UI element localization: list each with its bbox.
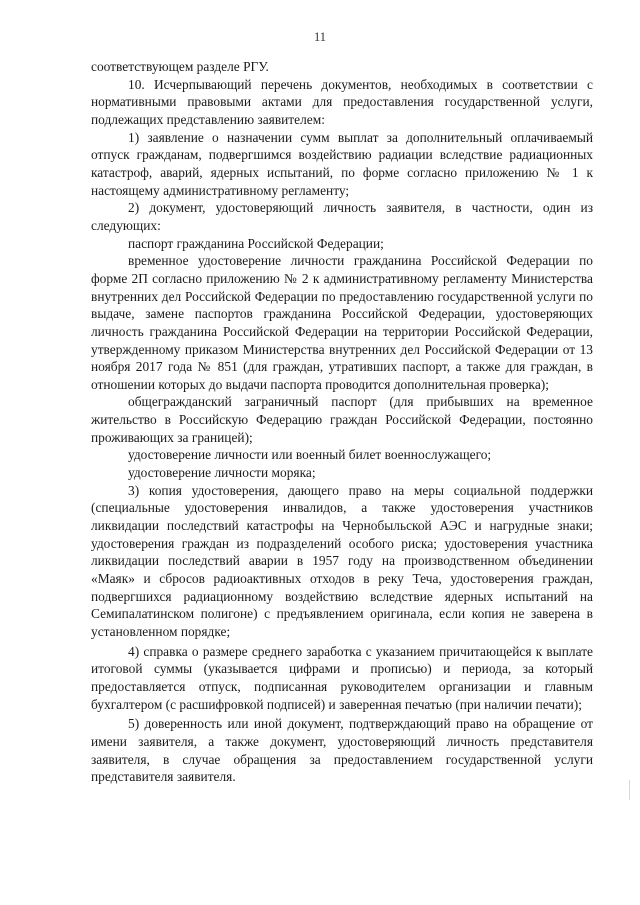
page-number: 11 <box>313 30 327 44</box>
document-body <box>91 58 593 786</box>
paragraph-temporary-id: временное удостоверение личности гражданина Российской Федерации по форме 2П согласно приложению № 2 к административному регламенту Министерства внутренних дел Российской Федерации по предоставлению государственной услуги по выдаче, замене паспортов гражданина Российской Федерации, удостоверяющих личность гражданина Российской Федерации на территории Российской Федерации, утвержденному приказом Министерства внутренних дел Российской Федерации от 13 ноября 2017 года № 851 (для граждан, утративших паспорт, а также для граждан, в отношении которых до выдачи паспорта проводится дополнительная проверка); <box>91 253 593 392</box>
paragraph-subitem-3-certificate-copy: 3) копия удостоверения, дающего право на меры социальной поддержки (специальные удостоверения инвалидов, а также удостоверения участников ликвидации последствий катастрофы на Чернобыльской АЭС и нагрудные знаки; удостоверения граждан из подразделений особого риска; удостоверения участника ликвидации последствий аварии в 1957 году на производственном объединении «Маяк» и сбросов радиоактивных отходов в реку Теча, удостоверения граждан, подвергшихся радиационному воздействию вследствие ядерных испытаний на Семипалатинском полигоне) с предъявлением оригинала, если копия не заверена в установленном порядке; <box>91 482 593 639</box>
paragraph-subitem-4-salary-statement: 4) справка о размере среднего заработка с указанием причитающейся к выплате итоговой суммы (указывается цифрами и прописью) и периода, за который предоставляется отпуск, подписанная руководителем организации и главным бухгалтером (с расшифровкой подписей) и заверенная печатью (при наличии печати); <box>91 643 593 712</box>
paragraph-subitem-2-identity-document: 2) документ, удостоверяющий личность заявителя, в частности, один из следующих: <box>91 200 593 233</box>
paragraph-subitem-5-power-of-attorney: 5) доверенность или иной документ, подтверждающий право на обращение от имени заявителя, а также документ, удостоверяющий личность представителя заявителя, в случае обращения за предоставлением государственной услуги представителя заявителя. <box>91 716 593 785</box>
scan-artifact <box>629 780 630 800</box>
paragraph-item-10: 10. Исчерпывающий перечень документов, необходимых в соответствии с нормативными правовыми актами для предоставления государственной услуги, подлежащих представлению заявителем: <box>91 76 593 127</box>
paragraph-military-id: удостоверение личности или военный билет военнослужащего; <box>128 447 492 463</box>
paragraph-continuation: соответствующем разделе РГУ. <box>91 59 269 74</box>
paragraph-seaman-id: удостоверение личности моряка; <box>128 465 316 481</box>
paragraph-subitem-1-application: 1) заявление о назначении сумм выплат за дополнительный оплачиваемый отпуск гражданам, подвергшимся воздействию радиации вследствие радиационных катастроф, аварий, ядерных испытаний, по форме согласно приложению № 1 к настоящему административному регламенту; <box>91 129 593 198</box>
paragraph-passport: паспорт гражданина Российской Федерации; <box>128 235 384 251</box>
paragraph-foreign-passport: общегражданский заграничный паспорт (для прибывших на временное жительство в Российскую Федерацию граждан Российской Федерации, постоянно проживающих за границей); <box>91 394 593 445</box>
